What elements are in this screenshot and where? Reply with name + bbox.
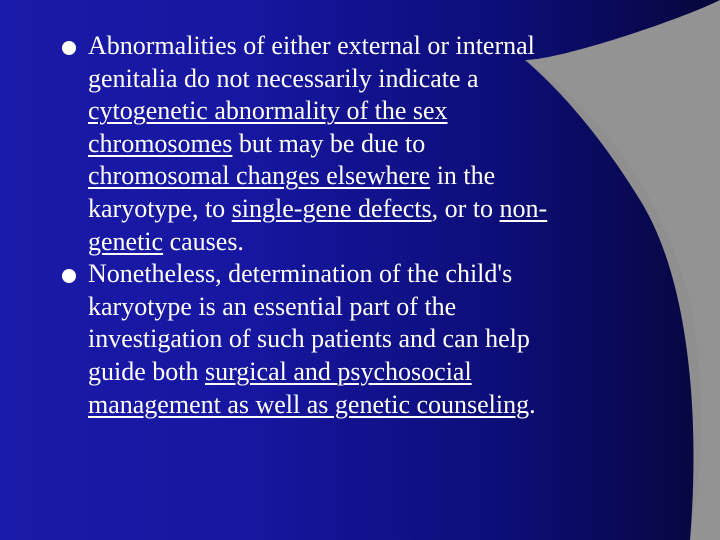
bullet-line: [88, 63, 662, 96]
bullet-line: [88, 30, 662, 63]
text-segment: , or to: [431, 193, 500, 223]
text-segment: guide both: [88, 356, 205, 386]
underlined-text: management as well as genetic counseling: [88, 389, 530, 419]
bullet-line: [88, 389, 662, 422]
underlined-text: non-: [499, 193, 548, 223]
slide-content: [62, 30, 662, 421]
bullet-item: [62, 258, 662, 421]
bullet-line: [88, 160, 662, 193]
text-segment: .: [529, 389, 536, 419]
bullet-line: [88, 356, 662, 389]
text-segment: Nonetheless, determination of the child's: [88, 259, 513, 289]
text-segment: genitalia do not necessarily indicate a: [88, 63, 479, 93]
bullet-line: [88, 291, 662, 324]
bullet-dot-icon: [62, 41, 76, 55]
text-segment: investigation of such patients and can help: [88, 324, 530, 354]
underlined-text: chromosomal changes elsewhere: [88, 161, 431, 191]
bullet-dot-icon: [62, 269, 76, 283]
text-segment: causes.: [163, 226, 244, 256]
text-segment: karyotype, to: [88, 193, 232, 223]
bullet-line: [88, 226, 662, 259]
underlined-text: surgical and psychosocial: [205, 356, 472, 386]
underlined-text: single-gene defects: [231, 193, 432, 223]
text-segment: Abnormalities of either external or internal: [88, 31, 535, 60]
text-segment: in the: [430, 161, 496, 191]
bullet-line: [88, 258, 662, 291]
underlined-text: cytogenetic abnormality of the sex: [88, 96, 448, 126]
text-segment: karyotype is an essential part of the: [88, 291, 457, 321]
bullet-line: [88, 193, 662, 226]
bullet-line: [88, 323, 662, 356]
text-segment: but may be due to: [232, 128, 426, 158]
underlined-text: chromosomes: [88, 128, 233, 158]
underlined-text: genetic: [88, 226, 164, 256]
bullet-line: [88, 128, 662, 161]
bullet-line: [88, 95, 662, 128]
bullet-item: [62, 30, 662, 258]
